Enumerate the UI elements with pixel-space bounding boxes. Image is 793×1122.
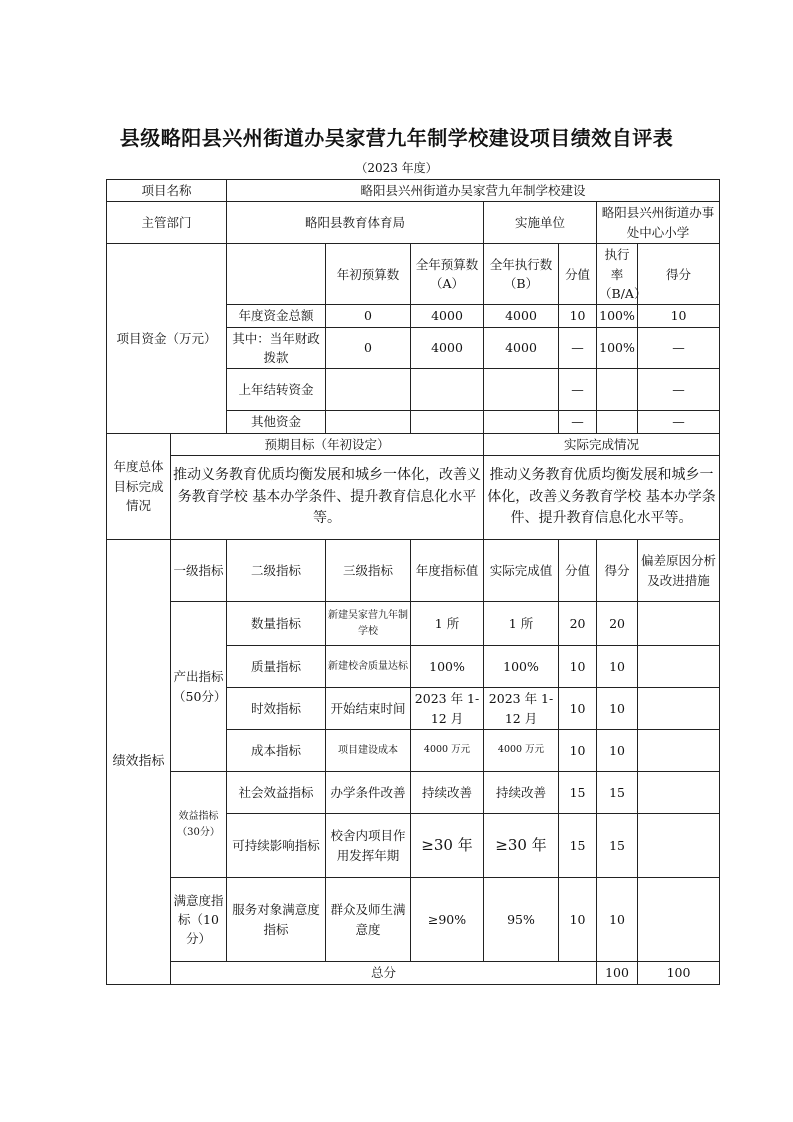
perf-header: 一级指标 — [171, 540, 227, 602]
funds-cell: — — [638, 369, 720, 411]
perf-header: 二级指标 — [227, 540, 326, 602]
perf-got: 15 — [597, 772, 638, 814]
impl-unit-label: 实施单位 — [484, 202, 597, 244]
funds-row-name: 上年结转资金 — [227, 369, 326, 411]
funds-cell — [484, 411, 559, 433]
perf-l3: 办学条件改善 — [326, 772, 411, 814]
page-title: 县级略阳县兴州街道办吴家营九年制学校建设项目绩效自评表 — [119, 126, 674, 150]
project-name-value: 略阳县兴州街道办吴家营九年制学校建设 — [227, 180, 720, 202]
perf-actual: 1 所 — [484, 602, 559, 646]
funds-header: 全年预算数（A） — [411, 244, 484, 305]
evaluation-table — [106, 179, 720, 985]
perf-got: 10 — [597, 730, 638, 772]
perf-got: 10 — [597, 878, 638, 962]
perf-score: 10 — [559, 878, 597, 962]
funds-header: 得分 — [638, 244, 720, 305]
perf-header: 得分 — [597, 540, 638, 602]
perf-actual: 95% — [484, 878, 559, 962]
perf-header: 分值 — [559, 540, 597, 602]
funds-header: 年初预算数 — [326, 244, 411, 305]
funds-header: 执行率（B/A） — [597, 244, 638, 305]
perf-got: 15 — [597, 814, 638, 878]
perf-l2: 数量指标 — [227, 602, 326, 646]
funds-cell — [484, 369, 559, 411]
perf-score: 15 — [559, 772, 597, 814]
funds-cell: — — [559, 327, 597, 369]
funds-row-name: 其中：当年财政拨款 — [227, 327, 326, 369]
perf-l3: 群众及师生满意度 — [326, 878, 411, 962]
funds-cell: 100% — [597, 327, 638, 369]
perf-l3: 项目建设成本 — [326, 730, 411, 772]
funds-cell: 4000 — [411, 305, 484, 327]
perf-target: 100% — [411, 646, 484, 688]
perf-actual: 持续改善 — [484, 772, 559, 814]
perf-score: 20 — [559, 602, 597, 646]
funds-cell: 0 — [326, 305, 411, 327]
impl-unit-value: 略阳县兴州街道办事处中心小学 — [597, 202, 720, 244]
funds-cell: 4000 — [484, 327, 559, 369]
perf-group-benefit: 效益指标（30分） — [171, 772, 227, 878]
goals-label: 年度总体目标完成情况 — [107, 433, 171, 539]
report-year: （2023 年度） — [355, 161, 438, 175]
funds-row-name: 其他资金 — [227, 411, 326, 433]
funds-header: 全年执行数（B） — [484, 244, 559, 305]
funds-header: 分值 — [559, 244, 597, 305]
funds-label: 项目资金（万元） — [107, 244, 227, 434]
funds-cell: 4000 — [411, 327, 484, 369]
perf-group-output: 产出指标（50分） — [171, 602, 227, 772]
funds-cell: 10 — [638, 305, 720, 327]
perf-l2: 成本指标 — [227, 730, 326, 772]
perf-l3: 新建校舍质量达标 — [326, 646, 411, 688]
funds-cell: 10 — [559, 305, 597, 327]
perf-note — [638, 730, 720, 772]
perf-l3: 开始结束时间 — [326, 688, 411, 730]
funds-cell: — — [638, 411, 720, 433]
perf-header: 三级指标 — [326, 540, 411, 602]
perf-note — [638, 602, 720, 646]
perf-target: 2023 年 1-12 月 — [411, 688, 484, 730]
perf-group-satisfaction: 满意度指标（10分） — [171, 878, 227, 962]
perf-note — [638, 878, 720, 962]
funds-row-name: 年度资金总额 — [227, 305, 326, 327]
funds-cell: — — [559, 369, 597, 411]
goals-expected-text: 推动义务教育优质均衡发展和城乡一体化，改善义务教育学校 基本办学条件、提升教育信息化水平等。 — [171, 456, 484, 540]
dept-value: 略阳县教育体育局 — [227, 202, 484, 244]
perf-score: 10 — [559, 646, 597, 688]
total-got: 100 — [638, 962, 720, 984]
perf-l3: 新建吴家营九年制学校 — [326, 602, 411, 646]
funds-cell — [597, 369, 638, 411]
perf-note — [638, 646, 720, 688]
perf-label: 绩效指标 — [107, 540, 171, 984]
funds-cell: — — [559, 411, 597, 433]
perf-target: 4000 万元 — [411, 730, 484, 772]
perf-actual: 4000 万元 — [484, 730, 559, 772]
perf-got: 10 — [597, 688, 638, 730]
perf-actual: 100% — [484, 646, 559, 688]
funds-header-blank — [227, 244, 326, 305]
perf-target: ≥90% — [411, 878, 484, 962]
perf-l2: 服务对象满意度指标 — [227, 878, 326, 962]
perf-note — [638, 688, 720, 730]
goals-actual-label: 实际完成情况 — [484, 433, 720, 455]
funds-cell: 0 — [326, 327, 411, 369]
funds-cell — [326, 369, 411, 411]
perf-actual: 2023 年 1-12 月 — [484, 688, 559, 730]
perf-got: 10 — [597, 646, 638, 688]
perf-l2: 可持续影响指标 — [227, 814, 326, 878]
funds-cell: 100% — [597, 305, 638, 327]
dept-label: 主管部门 — [107, 202, 227, 244]
funds-cell: 4000 — [484, 305, 559, 327]
funds-cell: — — [638, 327, 720, 369]
perf-note — [638, 814, 720, 878]
perf-l2: 质量指标 — [227, 646, 326, 688]
perf-l2: 社会效益指标 — [227, 772, 326, 814]
perf-target: 1 所 — [411, 602, 484, 646]
perf-l3: 校舍内项目作用发挥年期 — [326, 814, 411, 878]
perf-actual: ≥30 年 — [484, 814, 559, 878]
perf-l2: 时效指标 — [227, 688, 326, 730]
perf-note — [638, 772, 720, 814]
funds-cell — [411, 369, 484, 411]
perf-header: 偏差原因分析及改进措施 — [638, 540, 720, 602]
total-label: 总分 — [171, 962, 597, 984]
perf-target: 持续改善 — [411, 772, 484, 814]
perf-header: 年度指标值 — [411, 540, 484, 602]
goals-actual-text: 推动义务教育优质均衡发展和城乡一体化，改善义务教育学校 基本办学条件、提升教育信息化水平等。 — [484, 456, 720, 540]
perf-target: ≥30 年 — [411, 814, 484, 878]
perf-got: 20 — [597, 602, 638, 646]
project-name-label: 项目名称 — [107, 180, 227, 202]
funds-cell — [411, 411, 484, 433]
perf-score: 15 — [559, 814, 597, 878]
perf-score: 10 — [559, 730, 597, 772]
perf-score: 10 — [559, 688, 597, 730]
perf-header: 实际完成值 — [484, 540, 559, 602]
funds-cell — [326, 411, 411, 433]
goals-expected-label: 预期目标（年初设定） — [171, 433, 484, 455]
total-score: 100 — [597, 962, 638, 984]
funds-cell — [597, 411, 638, 433]
